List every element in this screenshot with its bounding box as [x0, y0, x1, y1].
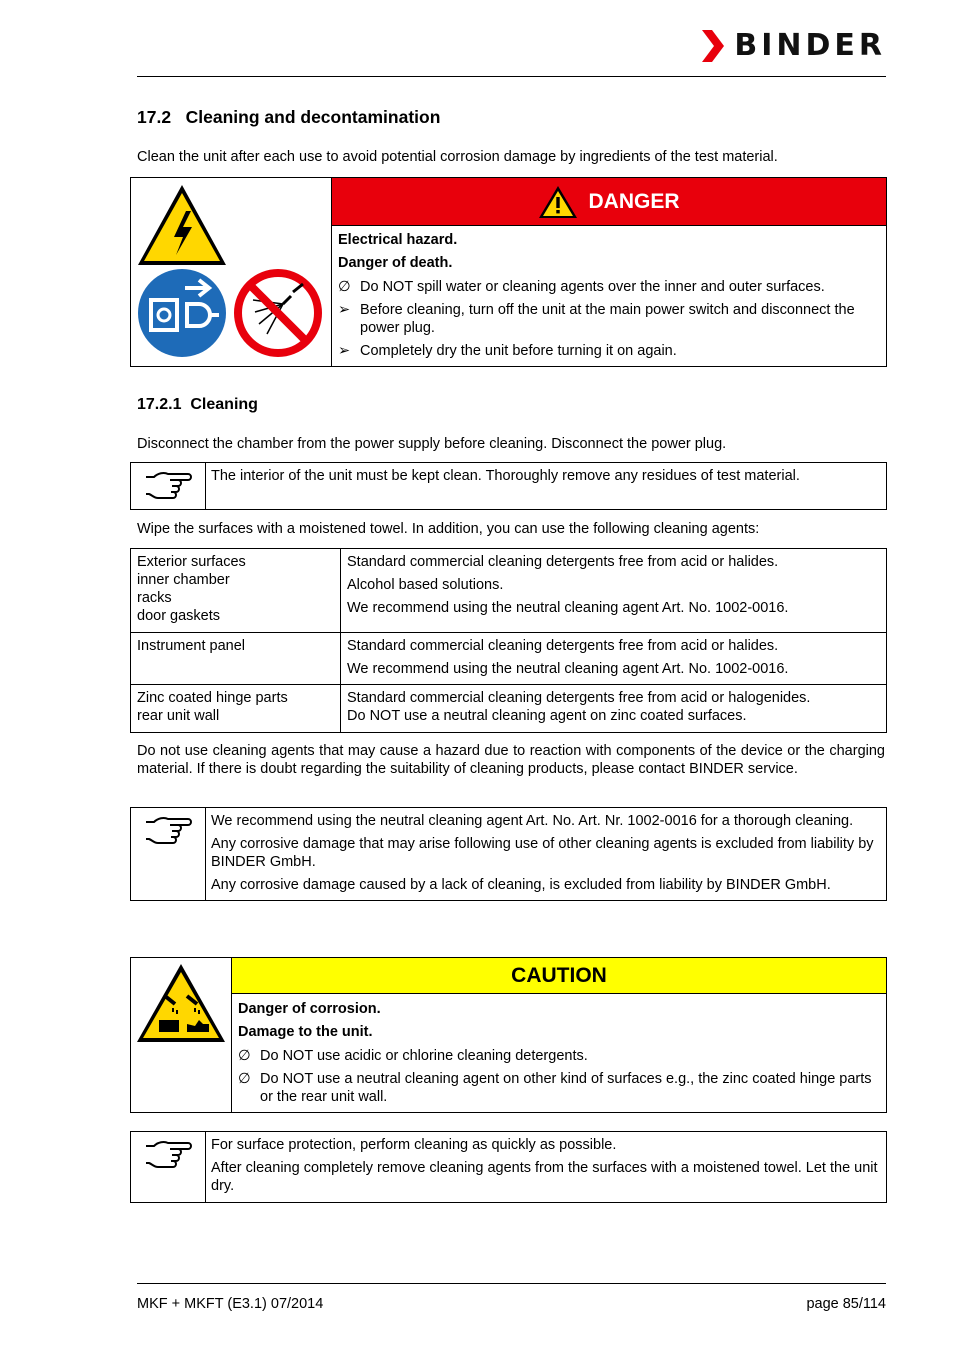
arrow-bullet-icon: ➢ — [338, 302, 351, 318]
agent-item: We recommend using the neutral cleaning agent Art. No. 1002-0016. — [347, 661, 789, 677]
danger-line2: Danger of death. — [338, 255, 453, 271]
pointing-hand-icon — [144, 1138, 192, 1168]
note-text-cell — [206, 808, 887, 901]
danger-item-text: Do NOT spill water or cleaning agents over the inner and outer surfaces. — [360, 279, 825, 295]
caution-symbols — [131, 958, 232, 1113]
table-row — [131, 685, 887, 733]
agents-cell — [341, 685, 887, 733]
note2-p2: Any corrosive damage that may arise following use of other cleaning agents is excluded from liability by BINDER GmbH. — [211, 836, 874, 870]
corrosion-hazard-icon — [135, 962, 227, 1044]
danger-item-text: Completely dry the unit before turning it on again. — [360, 343, 677, 359]
surface-item: inner chamber — [137, 572, 230, 588]
para-hazard: Do not use cleaning agents that may cause a hazard due to reaction with components of the device or the charging material. If there is doubt regarding the suitability of cleaning products, please contact BINDER service. — [137, 743, 885, 777]
note3-p2: After cleaning completely remove cleaning agents from the surfaces with a moistened towel. Let the unit dry. — [211, 1160, 878, 1194]
subsection-title: 17.2.1 Cleaning — [137, 396, 258, 413]
danger-box — [130, 177, 887, 367]
danger-item — [338, 278, 880, 296]
danger-header — [332, 178, 886, 226]
note1-text: The interior of the unit must be kept clean. Thoroughly remove any residues of test material. — [211, 468, 800, 484]
caution-item — [238, 1047, 880, 1065]
section-title: 17.2 Cleaning and decontamination — [137, 107, 441, 127]
caution-item — [238, 1070, 880, 1106]
surface-item: racks — [137, 590, 172, 606]
danger-body — [332, 226, 886, 366]
agent-item: Alcohol based solutions. — [347, 577, 504, 593]
pointing-hand-icon — [144, 814, 192, 844]
note3-p1: For surface protection, perform cleaning as quickly as possible. — [211, 1137, 617, 1153]
brand-name: BINDER — [734, 28, 886, 63]
caution-line2: Damage to the unit. — [238, 1024, 373, 1040]
surface-item: door gaskets — [137, 608, 221, 624]
footer-rule — [137, 1283, 886, 1284]
prohibition-icon: ∅ — [238, 1071, 251, 1087]
caution-item-text: Do NOT use a neutral cleaning agent on other kind of surfaces e.g., the zinc coated hinge parts or the rear unit wall. — [260, 1071, 872, 1105]
caution-header — [232, 958, 886, 994]
no-water-spray-icon — [233, 268, 323, 358]
agents-cell — [341, 549, 887, 633]
agent-item: We recommend using the neutral cleaning agent Art. No. 1002-0016. — [347, 600, 789, 616]
binder-arrow-icon — [702, 30, 728, 62]
caution-box — [130, 957, 887, 1113]
caution-line1: Danger of corrosion. — [238, 1001, 381, 1017]
danger-line1: Electrical hazard. — [338, 232, 458, 248]
surface-item: Instrument panel — [137, 638, 246, 654]
warning-triangle-icon — [538, 185, 578, 219]
note2-p1: We recommend using the neutral cleaning agent Art. No. Art. Nr. 1002-0016 for a thorough cleaning. — [211, 813, 854, 829]
agent-item: Standard commercial cleaning detergents free from acid or halides. — [347, 638, 779, 654]
prohibition-icon: ∅ — [238, 1048, 251, 1064]
caution-body — [232, 994, 886, 1112]
danger-symbols — [131, 178, 332, 367]
table-row — [131, 633, 887, 685]
footer-left: MKF + MKFT (E3.1) 07/2014 — [137, 1296, 324, 1312]
note-hand-cell — [131, 808, 206, 901]
note2-p3: Any corrosive damage caused by a lack of cleaning, is excluded from liability by BINDER GmbH. — [211, 877, 831, 893]
agent-item: Standard commercial cleaning detergents free from acid or halides. — [347, 554, 779, 570]
caution-label: CAUTION — [511, 963, 607, 987]
cleaning-agents-table — [130, 548, 887, 733]
agents-cell — [341, 633, 887, 685]
surfaces-cell — [131, 685, 341, 733]
danger-content — [332, 178, 887, 367]
agent-item: Standard commercial cleaning detergents free from acid or halogenides. Do NOT use a neutral cleaning agent on zinc coated surfaces. — [347, 690, 811, 724]
surface-item: rear unit wall — [137, 708, 220, 724]
danger-item — [338, 301, 880, 337]
pointing-hand-icon — [144, 469, 192, 499]
note-text-cell — [206, 1132, 887, 1203]
note-text-cell — [206, 463, 887, 510]
prohibition-icon: ∅ — [338, 279, 351, 295]
binder-logo — [702, 30, 886, 62]
note-hand-cell — [131, 463, 206, 510]
surfaces-cell — [131, 549, 341, 633]
footer-page-number: page 85/114 — [806, 1296, 886, 1312]
para-wipe: Wipe the surfaces with a moistened towel. In addition, you can use the following cleaning agents: — [137, 521, 760, 537]
electrical-hazard-icon — [136, 183, 228, 267]
danger-item-text: Before cleaning, turn off the unit at the main power switch and disconnect the power plug. — [360, 302, 855, 336]
arrow-bullet-icon: ➢ — [338, 343, 351, 359]
section-intro: Clean the unit after each use to avoid potential corrosion damage by ingredients of the test material. — [137, 149, 778, 165]
note-box-2 — [130, 807, 887, 901]
subsection-para: Disconnect the chamber from the power supply before cleaning. Disconnect the power plug. — [137, 436, 727, 452]
disconnect-plug-icon — [137, 268, 227, 358]
caution-item-text: Do NOT use acidic or chlorine cleaning detergents. — [260, 1048, 588, 1064]
note-hand-cell — [131, 1132, 206, 1203]
surface-item: Zinc coated hinge parts — [137, 690, 288, 706]
danger-label: DANGER — [588, 189, 680, 213]
danger-item — [338, 342, 880, 360]
header-rule — [137, 76, 886, 77]
table-row — [131, 549, 887, 633]
caution-content — [232, 958, 887, 1113]
surfaces-cell — [131, 633, 341, 685]
surface-item: Exterior surfaces — [137, 554, 246, 570]
note-box-3 — [130, 1131, 887, 1203]
note-box-1 — [130, 462, 887, 510]
